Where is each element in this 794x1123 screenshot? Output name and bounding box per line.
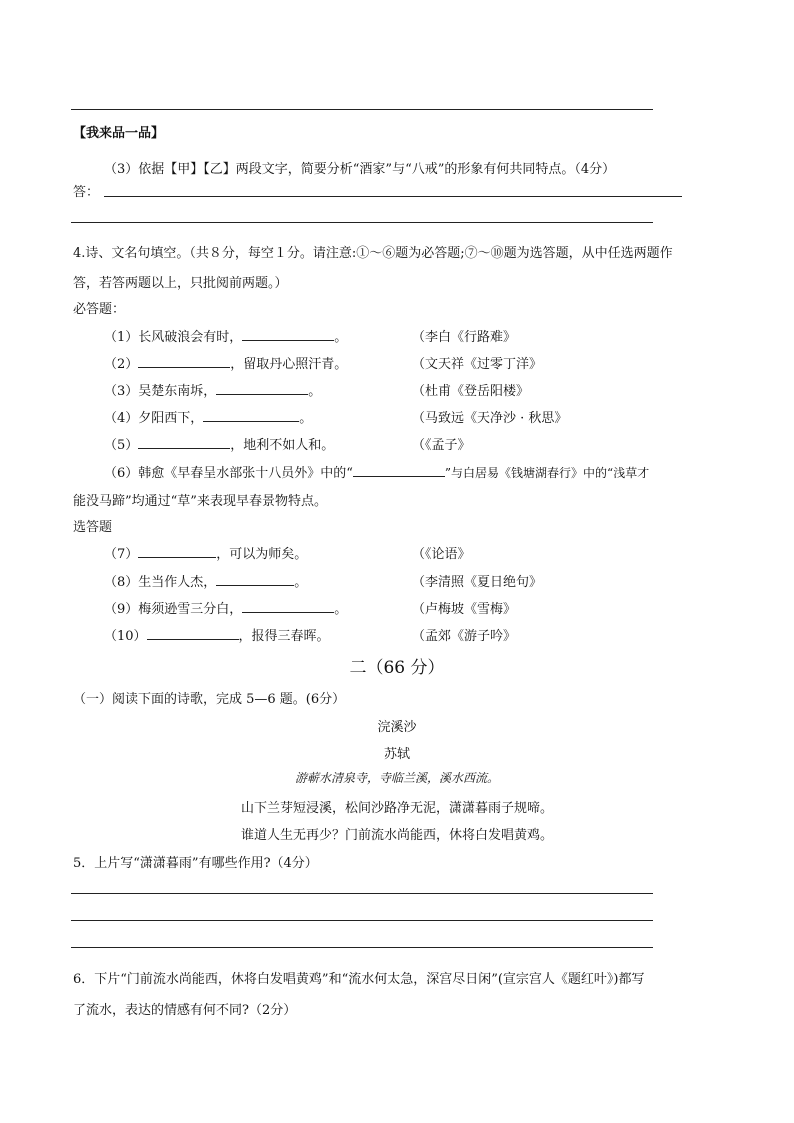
fill-item-9 — [104, 598, 347, 617]
item-source: （杜甫《登岳阳楼》 — [412, 384, 530, 399]
item-text-before: 生当作人杰， — [138, 575, 217, 590]
item-number: （4） — [104, 411, 139, 426]
item-text-before: 长风破浪会有时， — [138, 330, 243, 345]
answer-line — [71, 893, 653, 894]
item-text-after: 。 — [299, 411, 313, 426]
fill-blank[interactable] — [242, 600, 334, 613]
fill-item-3 — [104, 380, 321, 399]
fill-blank[interactable] — [138, 545, 216, 558]
fill-blank[interactable] — [138, 436, 230, 449]
poem-line-2: 谁道人生无再少？门前流水尚能西，休将白发唱黄鸡。 — [240, 828, 553, 843]
item-number: （7） — [104, 547, 139, 562]
item-number: （5） — [104, 438, 139, 453]
item-text-after: 。 — [334, 602, 348, 617]
fill-item-8 — [104, 571, 307, 590]
item-number: （8） — [104, 575, 139, 590]
item-number: （2） — [104, 357, 139, 372]
question-5: 5．上片写“潇潇暮雨”有哪些作用?（4分） — [73, 856, 318, 871]
item-6-line-2: 能没马蹄”均通过“草”来表现早春景物特点。 — [73, 494, 327, 509]
question-6-line-1: 6．下片“门前流水尚能西，休将白发唱黄鸡”和“流水何太急，深宫尽日闲”(宣宗宫人《题红叶》)都写 — [73, 972, 645, 987]
item-source: （李白《行路难》 — [412, 330, 517, 345]
poem-author: 苏轼 — [383, 747, 410, 762]
poem-line-1: 山下兰芽短浸溪，松间沙路净无泥，潇潇暮雨子规啼。 — [240, 801, 553, 816]
section-heading: 【我来品一品】 — [73, 126, 165, 141]
item-text-after: 。 — [308, 384, 322, 399]
fill-blank[interactable] — [138, 355, 230, 368]
item-text-after: ，留取丹心照汗青。 — [230, 357, 348, 372]
item-source: （《孟子》 — [412, 438, 471, 453]
part-2-sub-1: （一）阅读下面的诗歌，完成 5—6 题。(6分） — [73, 692, 346, 707]
fill-item-1 — [104, 326, 347, 345]
fill-item-2 — [104, 353, 347, 372]
item-number: （9） — [104, 602, 139, 617]
fill-blank[interactable] — [242, 328, 334, 341]
item-number: （1） — [104, 330, 139, 345]
fill-blank[interactable] — [216, 382, 308, 395]
item-text-after: ，可以为师矣。 — [216, 547, 308, 562]
answer-line — [71, 947, 653, 948]
item-text-after: ，报得三春晖。 — [238, 629, 330, 644]
item-source: （《论语》 — [412, 547, 471, 562]
fill-blank[interactable] — [147, 627, 239, 640]
item-text-after: 。 — [294, 575, 308, 590]
part-2-title: 二（66 分） — [349, 658, 445, 678]
fill-blank[interactable] — [203, 409, 299, 422]
answer-line — [71, 222, 653, 223]
q4-intro-2: 答，若答两题以上，只批阅前两题。） — [73, 276, 288, 291]
fill-item-10 — [104, 625, 330, 644]
optional-label: 选答题 — [73, 520, 113, 535]
fill-item-5 — [104, 434, 334, 453]
answer-prefix: 答： — [73, 185, 100, 200]
answer-line — [104, 196, 682, 197]
item-source: （卢梅坡《雪梅》 — [412, 602, 517, 617]
item-text-before: 吴楚东南坼， — [138, 384, 217, 399]
question-3: （3）依据【甲】【乙】两段文字，简要分析“酒家”与“八戒”的形象有何共同特点。（4分） — [104, 162, 616, 177]
item-source: （文天祥《过零丁洋》 — [412, 357, 543, 372]
poem-preface: 游蕲水清泉寺，寺临兰溪，溪水西流。 — [294, 771, 499, 785]
item-text-before: 夕阳西下， — [138, 411, 204, 426]
required-label: 必答题： — [73, 302, 126, 317]
item-number: （3） — [104, 384, 139, 399]
fill-item-7 — [104, 543, 307, 562]
item-text-after: ，地利不如人和。 — [230, 438, 335, 453]
fill-item-6 — [104, 462, 649, 481]
item-6-text-a: （6）韩愈《早春呈水部张十八员外》中的“ — [104, 466, 353, 481]
fill-blank[interactable] — [216, 573, 294, 586]
item-6-text-b: ”与白居易《钱塘湖春行》中的“浅草才 — [444, 466, 650, 480]
item-source: （孟郊《游子吟》 — [412, 629, 517, 644]
fill-item-4 — [104, 407, 312, 426]
item-source: （马致远《天净沙 · 秋思》 — [412, 411, 568, 426]
item-number: （10） — [104, 629, 147, 644]
item-text-before: 梅须逊雪三分白， — [138, 602, 243, 617]
answer-line — [71, 920, 653, 921]
question-6-line-2: 了流水，表达的情感有何不同?（2分） — [73, 1003, 297, 1018]
item-text-after: 。 — [334, 330, 348, 345]
fill-blank[interactable] — [353, 464, 445, 477]
item-source: （李清照《夏日绝句》 — [412, 575, 543, 590]
answer-line — [71, 109, 653, 110]
poem-title: 浣溪沙 — [377, 720, 417, 735]
q4-intro-1: 4.诗、文名句填空。（共８分，每空１分。请注意:①～⑥题为必答题;⑦～⑩题为选答题，从中任选两题作 — [73, 246, 673, 261]
